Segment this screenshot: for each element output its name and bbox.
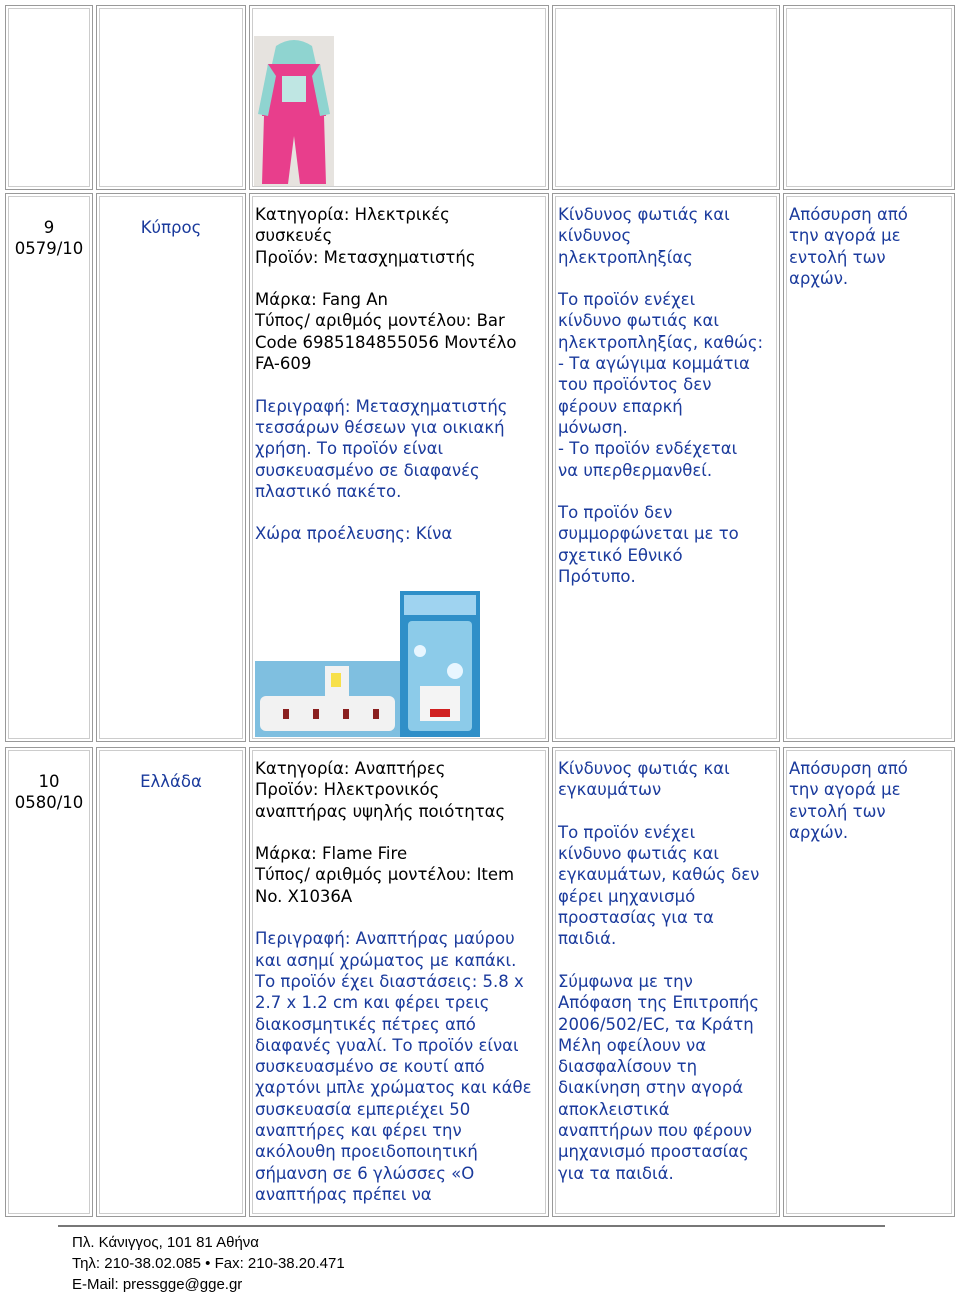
row10-description: Περιγραφή: Αναπτήρας μαύρου και ασημί χρώματος με καπάκι. Το προϊόν έχει διαστάσεις: 5.8 x 2.7 x 1.2 cm και φέρει τρεις διακοσμητικές πέτρες από διαφανές γυαλί. Το προϊόν είναι συσκευασμένο σε κουτί από χαρτόνι μπλε χρώματος και κάθε συσκευασία εμπεριέχει 50 αναπτήρες και φέρει την ακόλουθη προειδοποιητική σήμανση σε 6 γλώσσες «Ο αναπτήρας πρέπει να — [255, 929, 532, 1204]
top-cell-measure — [783, 5, 955, 190]
row10-measure: Απόσυρση από την αγορά με εντολή των αρχών. — [789, 759, 908, 842]
row9-origin: Χώρα προέλευσης: Κίνα — [255, 524, 453, 544]
row9-category: Κατηγορία: Ηλεκτρικές συσκευές Προϊόν: Μετασχηματιστής — [255, 205, 476, 267]
row10-risk-details: Το προϊόν ενέχει κίνδυνο φωτιάς και εγκαυμάτων, καθώς δεν φέρει μηχανισμό προστασίας για τα παιδιά. — [558, 822, 760, 949]
row10-measure-cell — [783, 747, 955, 1217]
row9-measure-cell — [783, 193, 955, 742]
top-cell-country — [96, 5, 246, 190]
footer-email: E-Mail: pressgge@gge.gr — [72, 1276, 243, 1293]
row10-number-cell — [5, 747, 93, 1217]
row9-brand-model: Μάρκα: Fang An Τύπος/ αριθμός μοντέλου: Bar Code 6985184855056 Μοντέλο FA-609 — [255, 290, 517, 374]
row9-risk-cell — [552, 193, 780, 742]
row9-risk-details: Το προϊόν ενέχει κίνδυνο φωτιάς και ηλεκτροπληξίας, καθώς: - Τα αγώγιμα κομμάτια του προϊόντος δεν φέρουν επαρκή μόνωση. - Το προϊόν ενδέχεται να υπερθερμανθεί. — [558, 290, 764, 480]
row10-country: Ελλάδα — [140, 772, 202, 791]
top-cell-product — [249, 5, 549, 190]
footer-divider — [58, 1225, 885, 1227]
power-strip-photo — [255, 661, 400, 737]
row10-risk-decision: Σύμφωνα με την Απόφαση της Επιτροπής 2006/502/ΕC, τα Κράτη Μέλη οφείλουν να διασφαλίσουν τη διακίνηση στην αγορά αποκλειστικά αναπτήρων που φέρουν μηχανισμό προστασίας για τα παιδιά. — [558, 971, 760, 1183]
child-snowsuit-photo — [254, 36, 334, 186]
row10-number: 10 — [38, 772, 60, 791]
row10-risk-cell — [552, 747, 780, 1217]
footer-address: Πλ. Κάνιγγος, 101 81 Αθήνα — [72, 1234, 259, 1251]
row9-risk-standard: Το προϊόν δεν συμμορφώνεται με το σχετικό Εθνικό Πρότυπο. — [558, 503, 739, 587]
power-strip-package-photo — [400, 591, 480, 737]
row9-risk-title: Κίνδυνος φωτιάς και κίνδυνος ηλεκτροπληξίας — [558, 205, 730, 267]
row9-number-cell — [5, 193, 93, 742]
row10-brand-model: Μάρκα: Flame Fire Τύπος/ αριθμός μοντέλου: Item No. X1036A — [255, 844, 515, 906]
row9-product-cell — [249, 193, 549, 742]
row10-product-cell — [249, 747, 549, 1217]
top-cell-risk — [552, 5, 780, 190]
row10-risk-title: Κίνδυνος φωτιάς και εγκαυμάτων — [558, 759, 730, 800]
row9-country: Κύπρος — [140, 218, 202, 237]
row10-country-cell — [96, 747, 246, 1217]
top-cell-number — [5, 5, 93, 190]
row9-country-cell — [96, 193, 246, 742]
row10-code: 0580/10 — [14, 793, 84, 813]
row10-category: Κατηγορία: Αναπτήρες Προϊόν: Ηλεκτρονικός αναπτήρας υψηλής ποιότητας — [255, 759, 506, 821]
row9-description: Περιγραφή: Μετασχηματιστής τεσσάρων θέσεων για οικιακή χρήση. Το προϊόν είναι συσκευασμένο σε διαφανές πλαστικό πακέτο. — [255, 396, 508, 501]
row9-code: 0579/10 — [14, 239, 84, 259]
row9-number: 9 — [43, 218, 55, 237]
row9-measure: Απόσυρση από την αγορά με εντολή των αρχών. — [789, 205, 908, 288]
footer-phone: Τηλ: 210-38.02.085 • Fax: 210-38.20.471 — [72, 1255, 345, 1272]
